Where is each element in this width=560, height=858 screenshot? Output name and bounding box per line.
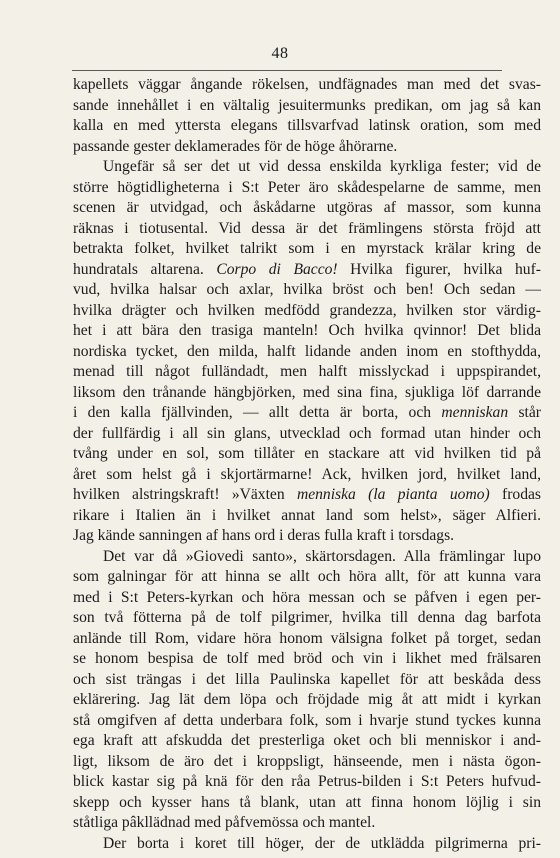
text-line (73, 238, 541, 260)
text-line (73, 423, 541, 445)
text-line (73, 628, 541, 650)
text-line (73, 300, 541, 322)
text-line (103, 156, 541, 178)
header-rule (72, 70, 502, 71)
text-line (73, 74, 541, 96)
text-line (103, 833, 541, 855)
text-span: se honom bespisa de tolf med bröd och vin i likhet med frälsaren (73, 650, 541, 667)
italic-text: menniskan (441, 404, 509, 421)
text-span: kapellets väggar ångande rökelsen, undfägnades man med det svas- (73, 76, 541, 93)
text-line (73, 812, 541, 834)
text-line (73, 587, 541, 609)
text-span: året som helst gå i skjortärmarne! Ack, hvilken jord, hvilket land, (73, 465, 541, 483)
text-span: Ungefär så ser det ut vid dessa enskilda kyrkliga fester; vid de (103, 158, 541, 175)
text-span: frodas (489, 486, 541, 503)
text-line (73, 730, 541, 752)
text-line (73, 197, 541, 219)
text-span: Hvilka figurer, hvilka huf- (337, 260, 541, 278)
text-line (73, 320, 541, 342)
text-span: eklärering. Jag lät dem löpa och fröjdade mig åt att midt i kyrkan (73, 691, 541, 708)
text-line (73, 402, 541, 424)
text-line (73, 484, 541, 506)
text-span: liksom den trånande hängbjörken, med sina fina, sjukliga löf darrande (73, 383, 541, 401)
text-line (73, 792, 541, 814)
text-span: hundratals altarena. (73, 260, 217, 278)
text-span: nordiska tycket, den milda, halft lidande anden inom en stofthydda, (73, 342, 541, 360)
text-span: blick kastar sig på knä för den råa Petrus-bilden i S:t Peters hufvud- (73, 773, 541, 790)
text-span: passande gester deklamerades för de höge åhörarne. (73, 137, 398, 155)
text-span: kalla en med yttersta elegans tillsvarfvad latinsk oration, som med (73, 117, 541, 134)
text-line (73, 464, 541, 486)
text-span: står (508, 404, 541, 421)
text-span: som galningar för att hinna se allt och höra allt, för att kunna vara (73, 568, 541, 585)
text-span: tvång under en sol, som tillåter en stackare att vid hvilken tid på (73, 445, 541, 462)
text-line (73, 566, 541, 588)
text-line (73, 259, 541, 281)
text-line (73, 136, 541, 158)
text-line (73, 525, 541, 547)
text-span: son två fötterna på de tolf pilgrimer, hvilka till denna dag barfota (73, 609, 541, 626)
text-span: räknas i tiotusental. Vid dessa är det främlingens största fröjd att (73, 219, 541, 237)
text-line (73, 361, 541, 383)
page-number: 48 (271, 45, 289, 62)
text-line (73, 648, 541, 670)
text-span: större högtidligheterna i S:t Peter äro skådespelarne de samme, men (73, 178, 541, 196)
text-line (73, 382, 541, 404)
text-line (73, 669, 541, 691)
text-span: i den kalla fjällvinden, — allt detta är borta, och (73, 404, 442, 421)
italic-text: Corpo di Bacco! (216, 260, 338, 278)
text-line (103, 546, 541, 568)
text-span: anlände till Rom, vidare höra honom välsigna folket på torget, sedan (73, 629, 541, 647)
text-line (73, 218, 541, 240)
text-line (73, 771, 541, 793)
text-span: ligt, liksom de äro det i kroppsligt, hänseende, men i nästa ögon- (73, 752, 541, 770)
text-line (73, 341, 541, 363)
text-span: Der borta i koret till höger, der de utklädda pilgrimerna pri- (103, 834, 541, 852)
text-span: vud, hvilka halsar och axlar, hvilka bröst och ben! Och sedan — (73, 281, 541, 298)
text-span: med i S:t Peters-kyrkan och höra messan och se påfven i egen per- (73, 588, 541, 606)
text-line (73, 689, 541, 711)
text-line (73, 95, 541, 117)
text-span: hvilka drägter och hvilken medfödd grandezza, hvilken stor värdig- (73, 301, 541, 319)
text-line (73, 505, 541, 527)
text-span: rikare i Italien än i hvilket annat land som helst», säger Alfieri. (73, 506, 541, 524)
text-span: ega kraft att afskudda det presterliga oket och bli menniskor i and- (73, 732, 541, 749)
text-span: menad till något fulländadt, men halft misslyckad i uppspirandet, (73, 363, 541, 380)
text-line (73, 115, 541, 137)
text-span: der fullfärdig i all sin glans, utvecklad och formad utan hinder och (73, 424, 541, 442)
text-line (73, 279, 541, 301)
text-span: scenen är utvidgad, och åskådarne utgöras af massor, som kunna (73, 199, 541, 216)
text-span: skepp och kysser hans tå blank, utan att finna honom löjlig i sin (73, 793, 541, 811)
text-line (73, 710, 541, 732)
text-line (73, 751, 541, 773)
text-span: stå omgifven af detta underbara folk, som i hvarje stund tyckes kunna (73, 711, 541, 729)
italic-text: menniska (la pianta uomo) (296, 486, 490, 503)
text-line (73, 607, 541, 629)
text-span: het i att bära den trasiga manteln! Och hvilka qvinnor! Det blida (73, 322, 541, 339)
text-line (73, 443, 541, 465)
text-span: betrakta folket, hvilket talrikt som i en myrstack krälar kring de (73, 240, 541, 257)
text-span: och sist trängas i det lilla Paulinska kapellet för att beskåda dess (73, 670, 541, 688)
text-span: ståtliga pâkllädnad med påfvemössa och mantel. (73, 814, 376, 831)
text-span: Jag kände sanningen af hans ord i deras fulla kraft i torsdags. (73, 527, 455, 544)
text-span: hvilken alstringskraft! »Växten (73, 486, 297, 503)
text-span: sande innehållet i en vältalig jesuitermunks predikan, om jag så kan (73, 96, 541, 114)
text-span: Det var då »Giovedi santo», skärtorsdagen. Alla främlingar lupo (103, 547, 541, 565)
text-line (73, 177, 541, 199)
